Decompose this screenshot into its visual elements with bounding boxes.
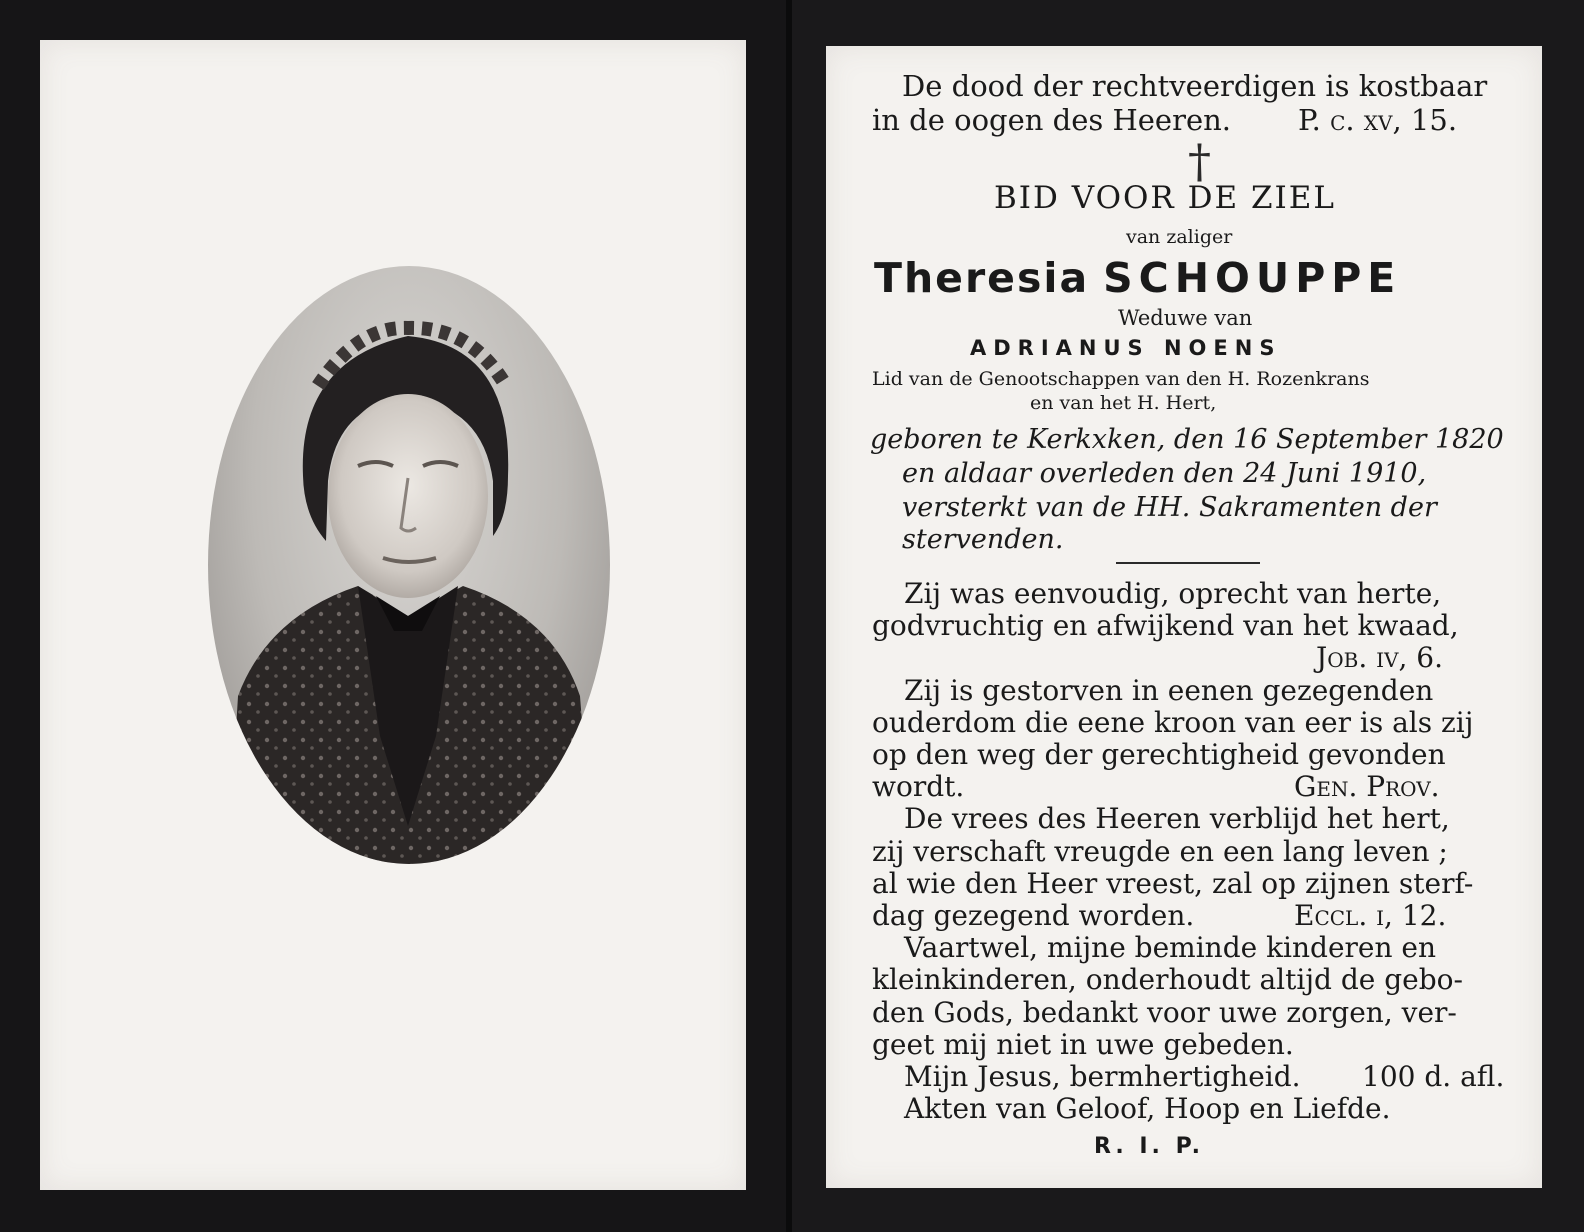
body-line: ouderdom die eene kroon van eer is als zij [872,705,1474,739]
prayer-heading: BID VOOR DE ZIEL [994,180,1336,216]
body-line: Zij is gestorven in eenen gezegenden [904,673,1434,707]
life-line-4: stervenden. [902,524,1064,555]
body-line: dag gezegend worden. [872,899,1195,932]
deceased-surname: SCHOUPPE [1103,254,1402,302]
body-line: Job. iv, 6. [1316,641,1443,675]
weduwe-van-label: Weduwe van [1118,306,1253,330]
life-line-1: geboren te Kerkxken, den 16 September 1820 [870,424,1504,455]
card-fold [786,0,792,1232]
body-line: den Gods, bedankt voor uwe zorgen, ver- [872,995,1457,1029]
verse-top-reference: P. c. xv, 15. [1298,103,1458,137]
body-line: godvruchtig en afwijkend van het kwaad, [872,609,1459,643]
portrait-photo [208,266,610,864]
husband-name: ADRIANUS NOENS [970,336,1282,360]
body-line: kleinkinderen, onderhoudt altijd de gebo- [872,963,1463,997]
membership-line-2: en van het H. Hert, [1030,392,1217,414]
verse-top-line-1: De dood der rechtveerdigen is kostbaar [902,69,1488,103]
section-divider [1116,562,1260,564]
rip-closing: R. I. P. [1094,1134,1205,1159]
body-line: wordt. [872,770,965,804]
cross-icon: † [1188,134,1211,188]
body-line-reference: Gen. Prov. [1294,770,1440,804]
life-line-3: versterkt van de HH. Sakramenten der [902,492,1437,523]
body-line: De vrees des Heeren verblijd het hert, [904,802,1450,836]
deceased-name [874,254,1401,302]
van-zaliger-label: van zaliger [1126,226,1233,248]
body-line: Mijn Jesus, bermhertigheid. [904,1060,1301,1093]
verse-top-line-2: in de oogen des Heeren. [872,103,1232,137]
body-line: geet mij niet in uwe gebeden. [872,1027,1294,1061]
membership-line-1: Lid van de Genootschappen van den H. Rozenkrans [872,368,1370,390]
body-line: Zij was eenvoudig, oprecht van herte, [904,577,1442,610]
body-line: Akten van Geloof, Hoop en Liefde. [904,1092,1391,1126]
life-line-2: en aldaar overleden den 24 Juni 1910, [902,458,1427,489]
body-line-reference: 100 d. afl. [1362,1060,1505,1093]
body-line: op den weg der gerechtigheid gevonden [872,738,1446,771]
body-line-reference: Eccl. i, 12. [1294,899,1447,932]
body-line: al wie den Heer vreest, zal op zijnen sterf- [872,866,1474,900]
deceased-first-name: Theresia [874,254,1090,302]
body-line: Vaartwel, mijne beminde kinderen en [904,931,1437,965]
body-line: zij verschaft vreugde en een lang leven ; [872,834,1448,868]
